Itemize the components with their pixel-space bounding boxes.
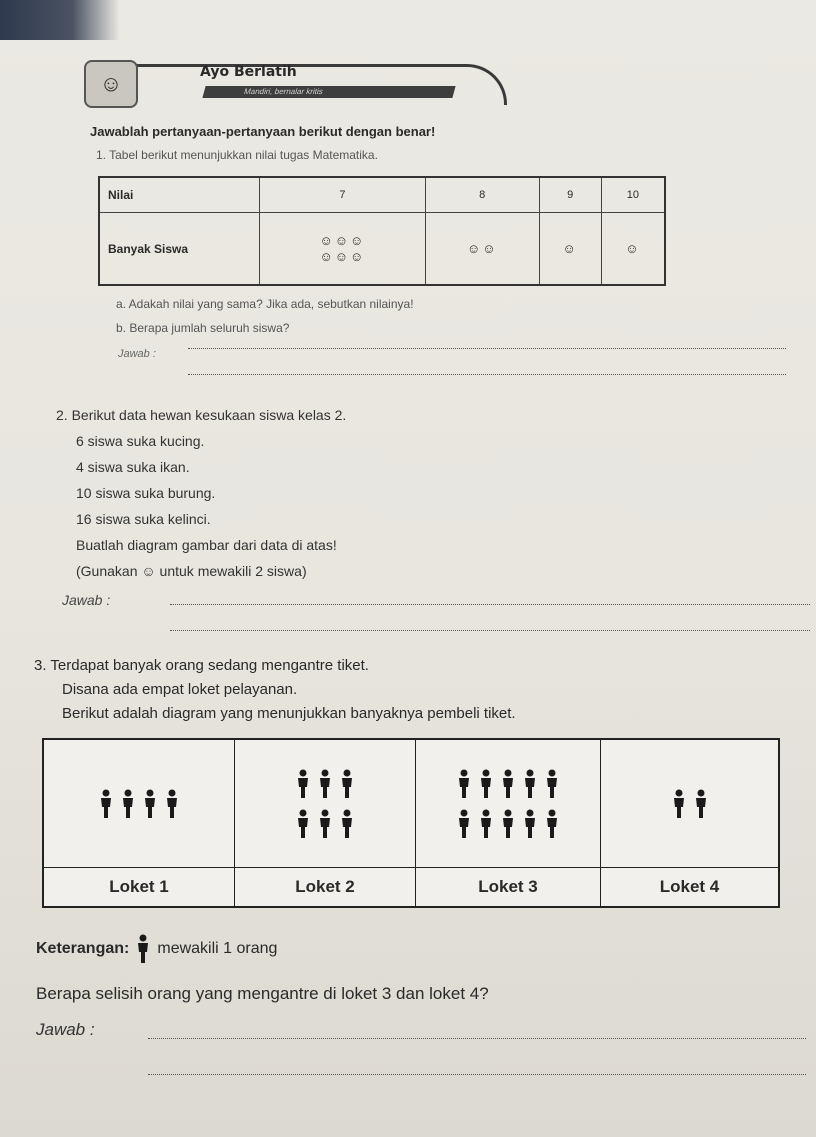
answer-line[interactable] <box>188 348 786 349</box>
person-icon <box>295 769 311 799</box>
answer-line[interactable] <box>170 630 810 631</box>
person-icon <box>522 809 538 839</box>
loket-4-figures <box>601 739 780 868</box>
loket-3-label: Loket 3 <box>416 868 601 908</box>
loket-3-figures <box>416 739 601 868</box>
loket-pictogram-table <box>42 738 780 908</box>
q2-line: Buatlah diagram gambar dari data di atas! <box>76 537 337 553</box>
person-icon <box>671 789 687 819</box>
loket-4-label: Loket 4 <box>601 868 780 908</box>
q2-line: 10 siswa suka burung. <box>76 485 216 501</box>
q2-line: 16 siswa suka kelinci. <box>76 511 211 527</box>
loket-2-label: Loket 2 <box>235 868 416 908</box>
person-icon <box>456 769 472 799</box>
smiley-icon-row: ☺☺ <box>466 240 498 256</box>
person-icon <box>339 809 355 839</box>
person-icon <box>544 809 560 839</box>
instruction-text: Jawablah pertanyaan-pertanyaan berikut dengan benar! <box>90 124 436 139</box>
question-2-title: 2. Berikut data hewan kesukaan siswa kelas 2. <box>56 407 347 423</box>
section-banner <box>84 60 514 104</box>
smiley-cell-7 <box>260 213 426 285</box>
question-3-prompt: Berapa selisih orang yang mengantre di loket 3 dan loket 4? <box>36 984 489 1003</box>
person-icon <box>295 809 311 839</box>
smiley-cell-10 <box>601 213 665 285</box>
person-icon <box>164 789 180 819</box>
question-1b: b. Berapa jumlah seluruh siswa? <box>116 321 290 335</box>
question-3 <box>34 654 516 726</box>
answer-label-3: Jawab : <box>36 1020 95 1039</box>
person-icon <box>142 789 158 819</box>
question-1-intro: 1. Tabel berikut menunjukkan nilai tugas Matematika. <box>96 148 378 162</box>
smiley-cell-9 <box>539 213 601 285</box>
smiley-icon-row: ☺☺☺ <box>319 248 366 264</box>
photo-corner-shadow <box>0 0 120 40</box>
q2-line: (Gunakan ☺ untuk mewakili 2 siswa) <box>76 563 307 579</box>
smiley-icon-row: ☺☺☺ <box>319 232 366 248</box>
q2-line: 6 siswa suka kucing. <box>76 433 205 449</box>
q2-line: 4 siswa suka ikan. <box>76 459 190 475</box>
person-icon <box>522 769 538 799</box>
legend-label: Keterangan: <box>36 940 130 957</box>
answer-line[interactable] <box>188 374 786 375</box>
person-icon <box>500 809 516 839</box>
banner-frame <box>124 64 507 105</box>
person-icon <box>317 769 333 799</box>
smiley-icon-row: ☺ <box>562 240 578 256</box>
section-title: Ayo Berlatih <box>200 64 297 80</box>
loket-1-figures <box>43 739 235 868</box>
question-1a: a. Adakah nilai yang sama? Jika ada, sebutkan nilainya! <box>116 297 414 311</box>
person-icon <box>317 809 333 839</box>
person-icon <box>478 769 494 799</box>
nilai-8: 8 <box>425 177 539 213</box>
question-3-title: 3. Terdapat banyak orang sedang mengantre tiket. <box>34 657 369 674</box>
nilai-7: 7 <box>260 177 426 213</box>
students-illustration-icon: ☺ <box>84 60 138 108</box>
person-icon <box>500 769 516 799</box>
loket-2-figures <box>235 739 416 868</box>
person-icon <box>98 789 114 819</box>
person-icon <box>544 769 560 799</box>
answer-line[interactable] <box>170 604 810 605</box>
answer-line[interactable] <box>148 1074 806 1075</box>
loket-1-label: Loket 1 <box>43 868 235 908</box>
smiley-icon-row: ☺ <box>625 240 641 256</box>
person-icon <box>456 809 472 839</box>
question-2 <box>56 402 346 584</box>
nilai-9: 9 <box>539 177 601 213</box>
answer-line[interactable] <box>148 1038 806 1039</box>
person-icon <box>120 789 136 819</box>
person-icon <box>693 789 709 819</box>
nilai-10: 10 <box>601 177 665 213</box>
nilai-header: Nilai <box>99 177 260 213</box>
person-icon <box>478 809 494 839</box>
smiley-cell-8 <box>425 213 539 285</box>
legend <box>36 934 277 964</box>
person-icon <box>135 934 151 964</box>
person-icon <box>339 769 355 799</box>
banyak-siswa-header: Banyak Siswa <box>99 213 260 285</box>
q3-line: Berikut adalah diagram yang menunjukkan banyaknya pembeli tiket. <box>62 705 516 722</box>
nilai-table <box>98 176 666 286</box>
q3-line: Disana ada empat loket pelayanan. <box>62 681 298 698</box>
answer-label-1: Jawab : <box>118 348 156 360</box>
section-subtitle: Mandiri, bernalar kritis <box>202 86 455 98</box>
legend-text: mewakili 1 orang <box>157 940 278 957</box>
answer-label-2: Jawab : <box>62 592 111 608</box>
